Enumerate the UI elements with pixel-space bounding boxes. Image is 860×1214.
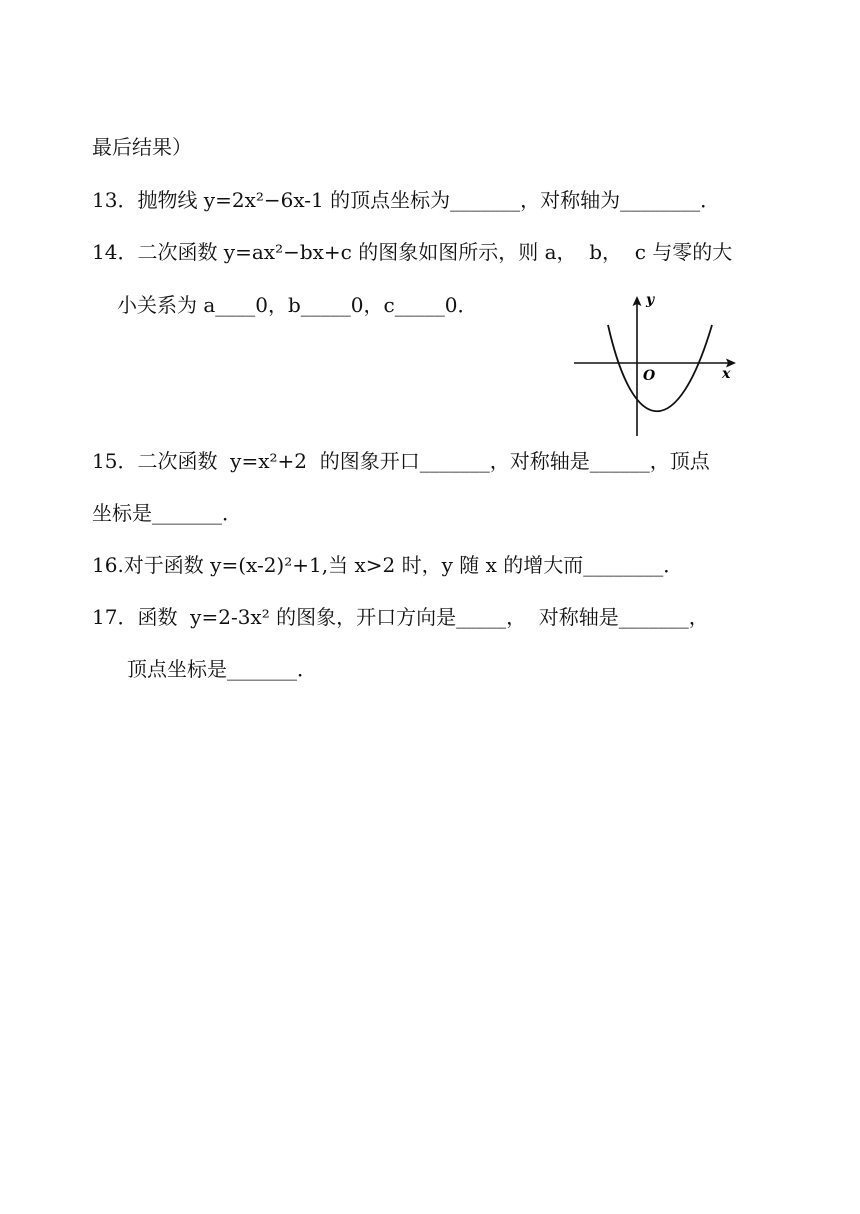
x-axis-label: x [722,366,731,382]
question-17: 17．函数 y=2-3x² 的图象，开口方向是_____， 对称轴是_______， [92,605,709,629]
parabola-figure [568,290,748,438]
text-line-continuation: 最后结果） [92,135,192,159]
question-14: 14．二次函数 y=ax²−bx+c 的图象如图所示，则 a， b， c 与零的大 [92,240,733,264]
question-14-continued: 小关系为 a____0，b_____0，c_____0． [117,293,478,317]
y-axis-label: y [646,292,655,308]
origin-label: O [643,368,656,384]
question-16: 16.对于函数 y=(x-2)²+1,当 x>2 时，y 随 x 的增大而________． [92,553,684,577]
question-17-continued: 顶点坐标是_______． [127,657,317,681]
parabola-curve [608,325,712,411]
question-13: 13．抛物线 y=2x²−6x-1 的顶点坐标为_______，对称轴为________． [92,188,721,212]
question-15-continued: 坐标是_______． [92,501,242,525]
question-15: 15．二次函数 y=x²+2 的图象开口_______，对称轴是______，顶点 [92,449,710,473]
